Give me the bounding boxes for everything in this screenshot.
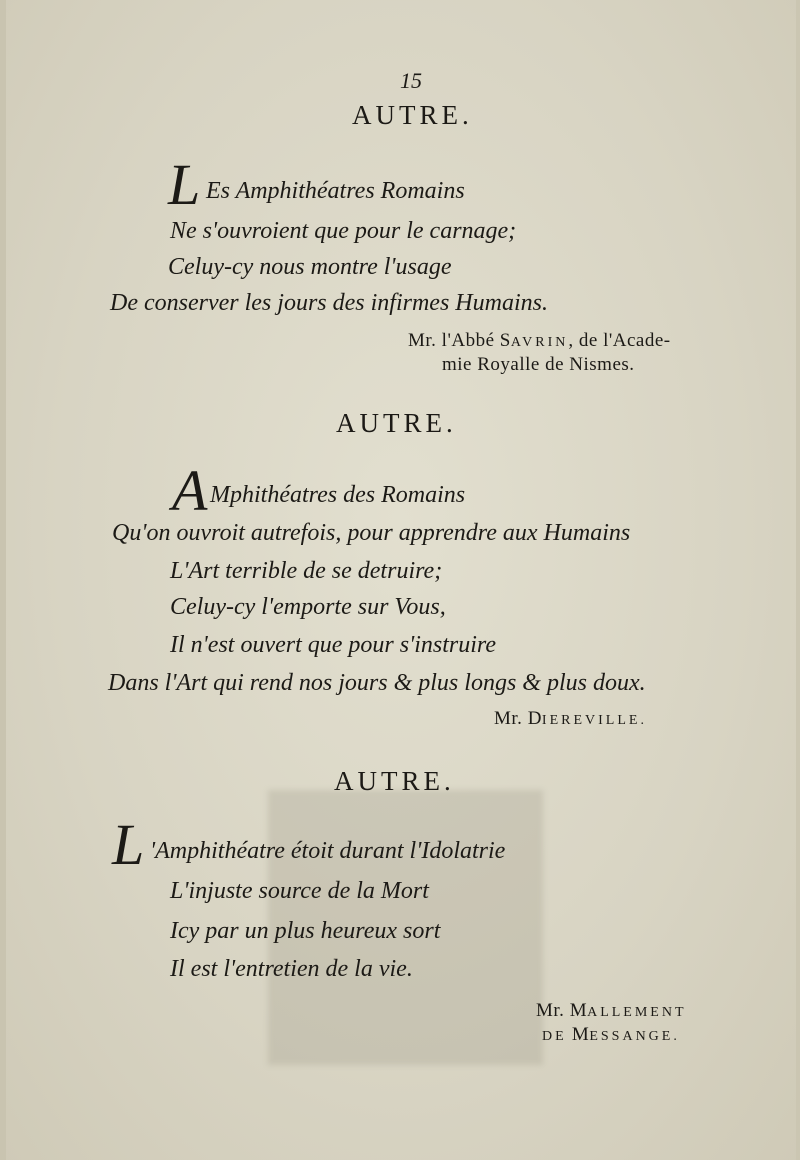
section-1-line-1: Es Amphithéatres Romains <box>206 178 465 204</box>
author-particle: DE <box>542 1029 567 1044</box>
section-3-author-line-2 <box>542 1024 680 1046</box>
section-1-line-4: De conserver les jours des infirmes Humains. <box>110 290 548 316</box>
section-2-line-6: Dans l'Art qui rend nos jours & plus longs & plus doux. <box>108 670 646 696</box>
section-3-line-2: L'injuste source de la Mort <box>170 878 429 904</box>
section-1-line-2: Ne s'ouvroient que pour le carnage; <box>170 218 517 244</box>
author-name-initial: D <box>527 708 542 729</box>
page-number: 15 <box>400 68 422 93</box>
section-1-author-line-2: mie Royalle de Nismes. <box>442 354 635 375</box>
section-1-author-line-1 <box>408 330 671 352</box>
section-2-line-3: L'Art terrible de se detruire; <box>170 558 443 584</box>
author-name-rest: ALLEMENT <box>587 1005 687 1020</box>
author-prefix: Mr. <box>494 708 523 729</box>
author-name-rest: IEREVILLE. <box>541 713 647 728</box>
section-2-heading: AUTRE. <box>336 408 457 438</box>
section-2-line-5: Il n'est ouvert que pour s'instruire <box>170 632 497 658</box>
author-name-initial: S <box>499 330 511 351</box>
author-prefix: Mr. <box>536 1000 565 1021</box>
section-2-line-1: Mphithéatres des Romains <box>210 482 466 508</box>
section-1-drop-cap: L <box>168 152 201 217</box>
section-1-heading: AUTRE. <box>352 100 473 130</box>
author-name-initial: M <box>571 1024 590 1045</box>
author-suffix: , de l'Acade- <box>568 330 671 351</box>
author-name-initial: M <box>569 1000 588 1021</box>
section-3-author-line-1 <box>536 1000 687 1022</box>
page-right-edge <box>796 0 800 1160</box>
author-name-rest: AVRIN <box>510 335 569 350</box>
author-prefix: Mr. l'Abbé <box>408 330 495 351</box>
section-1-line-3: Celuy-cy nous montre l'usage <box>168 254 452 280</box>
section-2-line-2: Qu'on ouvroit autrefois, pour apprendre aux Humains <box>112 520 631 546</box>
author-name-rest: ESSANGE. <box>589 1029 680 1044</box>
section-2-author <box>494 708 647 730</box>
section-2-drop-cap: A <box>172 458 208 523</box>
section-3-heading: AUTRE. <box>334 766 455 796</box>
section-3-line-4: Il est l'entretien de la vie. <box>170 956 413 982</box>
section-2-line-4: Celuy-cy l'emporte sur Vous, <box>170 594 446 620</box>
section-3-line-1: 'Amphithéatre étoit durant l'Idolatrie <box>150 838 506 864</box>
page-left-edge <box>0 0 6 1160</box>
section-3-line-3: Icy par un plus heureux sort <box>170 918 441 944</box>
section-3-drop-cap: L <box>112 812 145 877</box>
